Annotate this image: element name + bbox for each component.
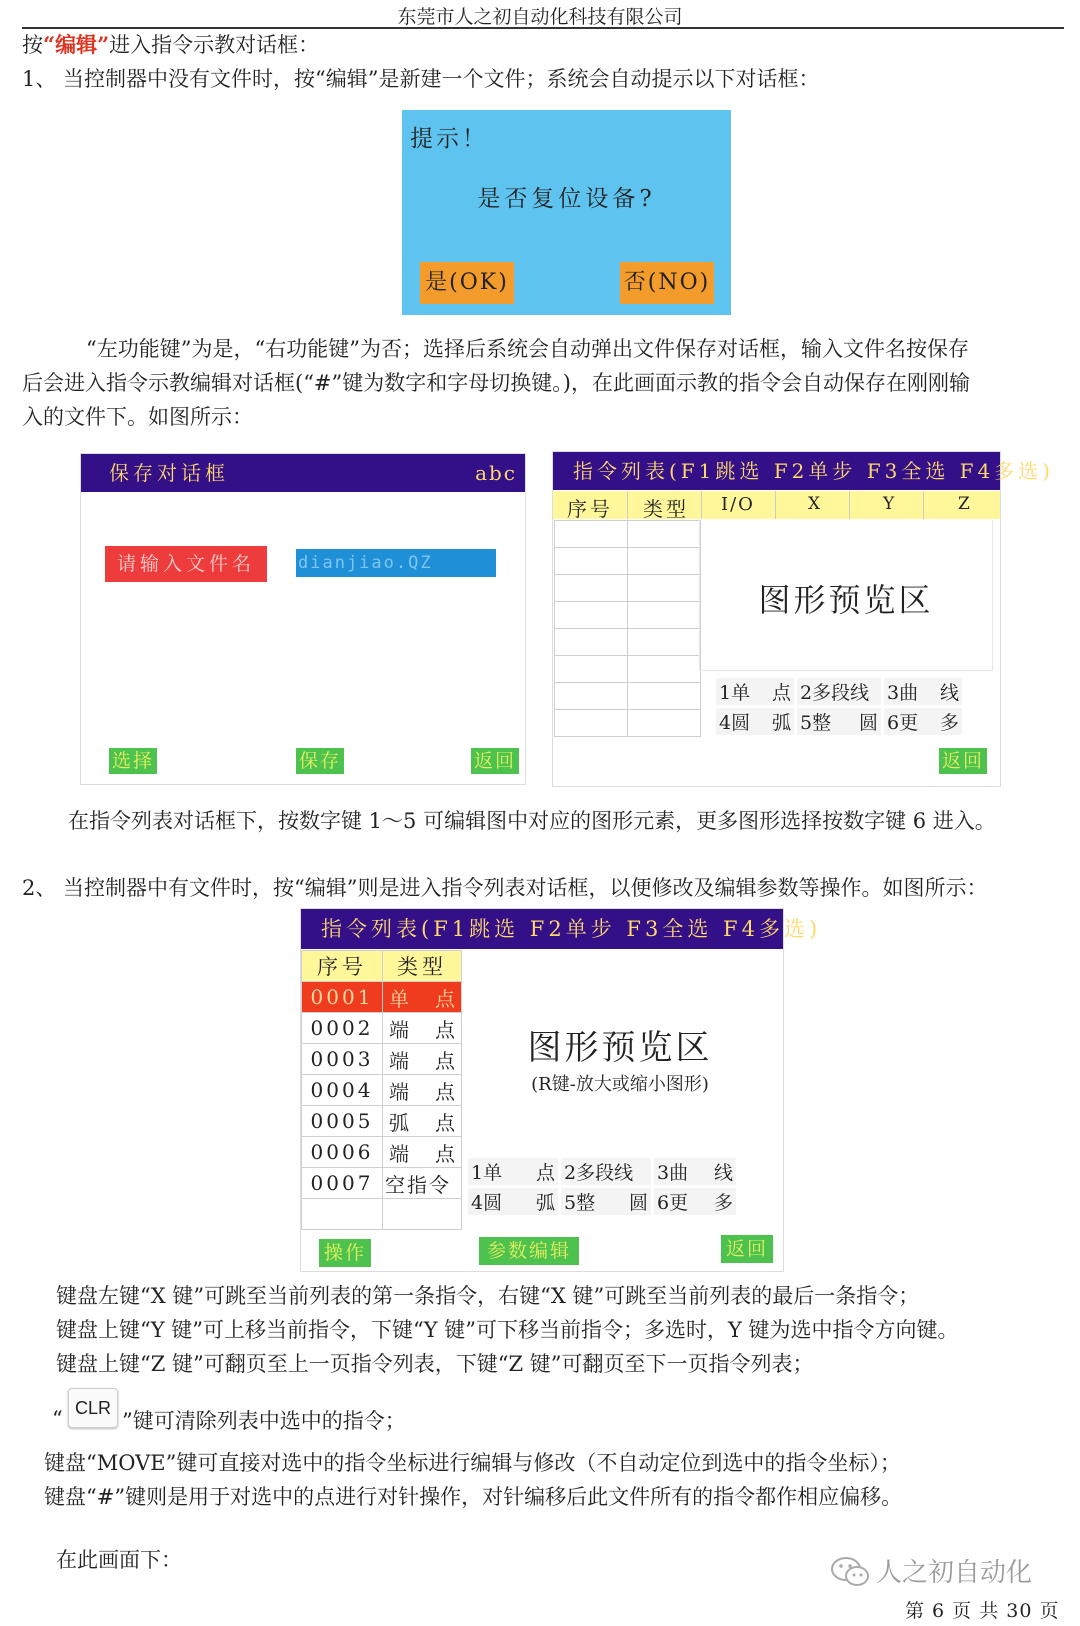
- col-x: X: [808, 494, 821, 514]
- yes-button[interactable]: 是(OK): [420, 262, 514, 304]
- intro-key: “编辑”: [43, 32, 110, 57]
- key-x-desc: 键盘左键“X 键”可跳至当前列表的第一条指令，右键“X 键”可跳至当前列表的最后一条指令；: [56, 1284, 920, 1308]
- shape-arc[interactable]: 4圆 弧: [716, 708, 794, 735]
- shape-polyline[interactable]: 2多段线: [797, 678, 881, 705]
- table-row-selected[interactable]: 0001 单 点: [302, 982, 462, 1013]
- company-header: 东莞市人之初自动化科技有限公司: [397, 6, 683, 28]
- table-row[interactable]: [555, 575, 701, 602]
- table-row[interactable]: 0007 空指令: [302, 1168, 462, 1199]
- hash-key-desc: 键盘“#”键则是用于对选中的点进行对针操作，对针编移后此文件所有的指令都作相应偏移。: [44, 1485, 903, 1509]
- reset-prompt-dialog: [402, 110, 731, 315]
- key-z-desc: 键盘上键“Z 键”可翻页至上一页指令列表，下键“Z 键”可翻页至下一页指令列表；: [56, 1352, 814, 1376]
- col-io: I/O: [721, 494, 755, 515]
- col-type: 类型: [643, 497, 689, 521]
- preview-area: [699, 520, 993, 671]
- col-y: Y: [883, 494, 895, 514]
- col-type: 类型: [383, 951, 462, 982]
- cmd-list-small-rows: [554, 520, 701, 737]
- back-button[interactable]: 返回: [939, 748, 987, 774]
- shape-point[interactable]: 1单 点: [468, 1158, 558, 1185]
- col-index: 序号: [567, 497, 613, 521]
- preview-label: 图形预览区: [527, 1028, 713, 1068]
- page-number: 第 6 页 共 30 页: [905, 1600, 1060, 1622]
- table-row[interactable]: [555, 521, 701, 548]
- back-button[interactable]: 返回: [721, 1235, 773, 1263]
- item-1: 1、 当控制器中没有文件时，按“编辑”是新建一个文件；系统会自动提示以下对话框：: [22, 67, 820, 91]
- back-button[interactable]: 返回: [471, 748, 519, 774]
- key-y-desc: 键盘上键“Y 键”可上移当前指令，下键“Y 键”可下移当前指令；多选时，Y 键为选中指令方向键。: [56, 1318, 959, 1342]
- item-2: 2、 当控制器中有文件时，按“编辑”则是进入指令列表对话框，以便修改及编辑参数等操作。如图所示：: [22, 876, 988, 900]
- table-row[interactable]: 0004 端 点: [302, 1075, 462, 1106]
- para-2-line-2: 后会进入指令示教编辑对话框(“#”键为数字和字母切换键。)，在此画面示教的指令会自动保存在刚刚输: [22, 371, 970, 395]
- shape-circle[interactable]: 5整 圆: [797, 708, 881, 735]
- table-header: [302, 951, 462, 982]
- shape-point[interactable]: 1单 点: [716, 678, 794, 705]
- table-row[interactable]: [555, 629, 701, 656]
- table-row[interactable]: 0006 端 点: [302, 1137, 462, 1168]
- shape-more[interactable]: 6更 多: [654, 1188, 736, 1215]
- table-row[interactable]: [555, 683, 701, 710]
- table-row[interactable]: [555, 548, 701, 575]
- preview-note: (R键-放大或缩小图形): [531, 1074, 709, 1095]
- save-button[interactable]: 保存: [296, 748, 344, 774]
- input-mode: abc: [475, 461, 517, 485]
- intro-post: 进入指令示教对话框：: [109, 33, 320, 57]
- param-edit-button[interactable]: 参数编辑: [479, 1237, 579, 1265]
- wechat-icon: [830, 1555, 870, 1589]
- no-button[interactable]: 否(NO): [620, 262, 714, 304]
- shape-menu-large: [465, 1155, 739, 1218]
- shape-menu-small: [713, 675, 965, 738]
- shape-arc[interactable]: 4圆 弧: [468, 1188, 558, 1215]
- cmd-list-small-header: [553, 491, 1000, 519]
- table-row[interactable]: [302, 1199, 462, 1230]
- shape-curve[interactable]: 3曲 线: [654, 1158, 736, 1185]
- para-2-line-1: “左功能键”为是，“右功能键”为否；选择后系统会自动弹出文件保存对话框，输入文件名按保存: [86, 337, 969, 361]
- table-row[interactable]: [555, 710, 701, 737]
- cmd-list-small-title: 指令列表(F1跳选 F2单步 F3全选 F4多选): [553, 452, 1000, 490]
- table-row[interactable]: 0002 端 点: [302, 1013, 462, 1044]
- shape-more[interactable]: 6更 多: [884, 708, 962, 735]
- cmd-list-large: [300, 908, 822, 1272]
- prompt-question: 是否复位设备?: [477, 186, 656, 212]
- table-row[interactable]: 0003 端 点: [302, 1044, 462, 1075]
- filename-label: 请输入文件名: [105, 546, 267, 582]
- para-3: 在指令列表对话框下，按数字键 1～5 可编辑图中对应的图形元素，更多图形选择按数字键 6 进入。: [68, 809, 996, 833]
- intro-pre: 按: [22, 33, 43, 57]
- move-key-desc: 键盘“MOVE”键可直接对选中的指令坐标进行编辑与修改（不自动定位到选中的指令坐标）；: [44, 1451, 901, 1475]
- filename-input[interactable]: dianjiao.QZ: [296, 549, 496, 577]
- select-button[interactable]: 选择: [109, 748, 157, 774]
- save-dialog: [80, 453, 526, 785]
- tail-text: 在此画面下：: [56, 1548, 182, 1572]
- col-index: 序号: [302, 951, 383, 982]
- save-dialog-title: 保存对话框: [109, 461, 229, 485]
- cmd-list-large-table: [301, 950, 462, 1230]
- cmd-list-small: [552, 451, 1055, 787]
- preview-area: [461, 950, 779, 1140]
- clr-desc: “: [52, 1407, 63, 1431]
- clr-key-icon: CLR: [68, 1388, 118, 1428]
- intro-line: [22, 28, 319, 62]
- shape-curve[interactable]: 3曲 线: [884, 678, 962, 705]
- operate-button[interactable]: 操作: [319, 1239, 371, 1267]
- clr-desc-text: ”键可清除列表中选中的指令；: [122, 1409, 406, 1433]
- table-row[interactable]: [555, 602, 701, 629]
- cmd-list-large-title: 指令列表(F1跳选 F2单步 F3全选 F4多选): [301, 909, 783, 949]
- para-2-line-3: 入的文件下。如图所示：: [22, 405, 253, 429]
- prompt-title: 提示！: [410, 126, 488, 152]
- shape-circle[interactable]: 5整 圆: [561, 1188, 651, 1215]
- preview-label: 图形预览区: [758, 581, 934, 619]
- shape-polyline[interactable]: 2多段线: [561, 1158, 651, 1185]
- save-dialog-titlebar: [81, 454, 525, 492]
- table-row[interactable]: [555, 656, 701, 683]
- col-z: Z: [958, 494, 970, 514]
- table-row[interactable]: 0005 弧 点: [302, 1106, 462, 1137]
- watermark-text: 人之初自动化: [876, 1558, 1033, 1588]
